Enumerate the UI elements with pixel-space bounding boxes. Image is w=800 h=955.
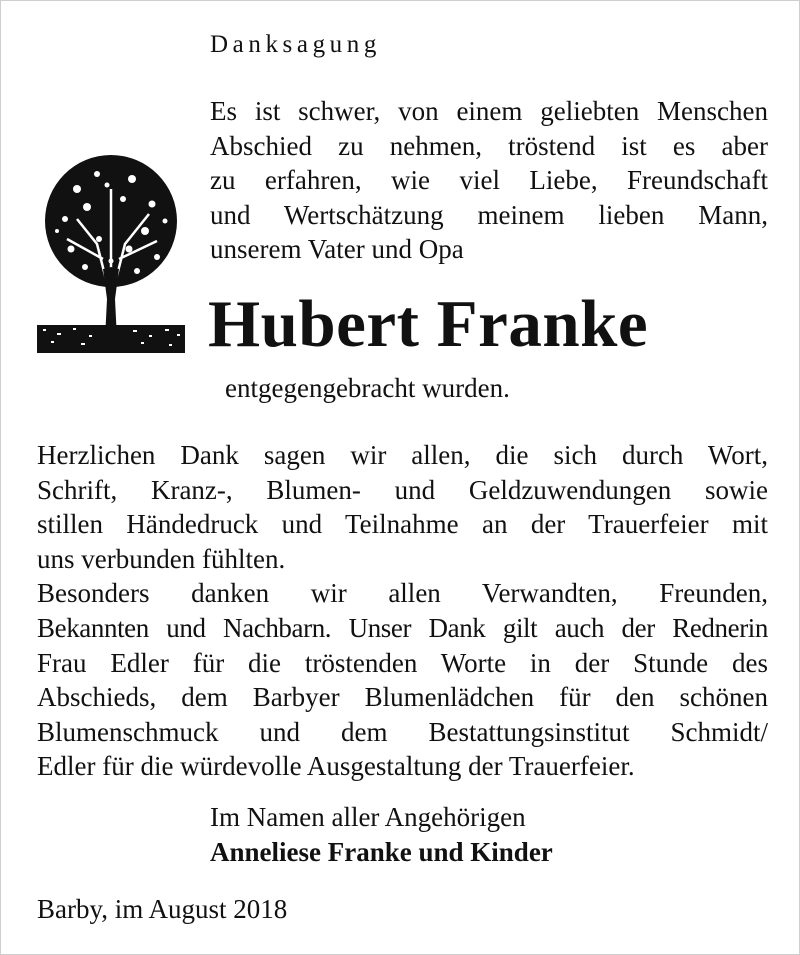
after-name-text: entgegengebracht wurden. <box>225 373 510 403</box>
body-line: stillen Händedruck und Teilnahme an der Trauerfeier mit <box>37 509 768 540</box>
body-line: Schrift, Kranz-, Blumen- und Geldzuwendungen sowie <box>37 474 768 505</box>
tree-icon <box>37 149 185 353</box>
body-line: Frau Edler für die tröstenden Worte in der Stunde des <box>37 647 768 678</box>
body-line: Herzlichen Dank sagen wir allen, die sich durch Wort, <box>37 440 768 470</box>
signer-name: Anneliese Franke und Kinder <box>210 836 553 867</box>
intro-line: zu erfahren, wie viel Liebe, Freundschaft <box>210 165 768 196</box>
regards-block <box>210 800 553 869</box>
body-line: Abschieds, dem Barbyer Blumenlädchen für den schönen <box>37 682 768 713</box>
intro-text <box>210 94 768 267</box>
body-line: Besonders danken wir allen Verwandten, Freunden, <box>37 578 768 609</box>
body-line: Bekannten und Nachbarn. Unser Dank gilt auch der Rednerin <box>37 612 768 643</box>
deceased-name: Hubert Franke <box>208 287 649 361</box>
intro-line: Abschied zu nehmen, tröstend ist es aber <box>210 130 768 161</box>
on-behalf-text: Im Namen aller Angehörigen <box>210 802 526 832</box>
intro-line: Es ist schwer, von einem geliebten Menschen <box>210 96 768 126</box>
body-line: uns verbunden fühlten. <box>37 543 286 574</box>
heading: Danksagung <box>210 31 381 58</box>
body-line: Blumenschmuck und dem Bestattungsinstitut Schmidt/ <box>37 716 768 747</box>
body-text <box>37 438 768 784</box>
body-line: Edler für die würdevolle Ausgestaltung der Trauerfeier. <box>37 751 635 782</box>
intro-line: unserem Vater und Opa <box>210 234 464 265</box>
intro-line: und Wertschätzung meinem lieben Mann, <box>210 199 768 230</box>
place-date: Barby, im August 2018 <box>37 894 288 924</box>
